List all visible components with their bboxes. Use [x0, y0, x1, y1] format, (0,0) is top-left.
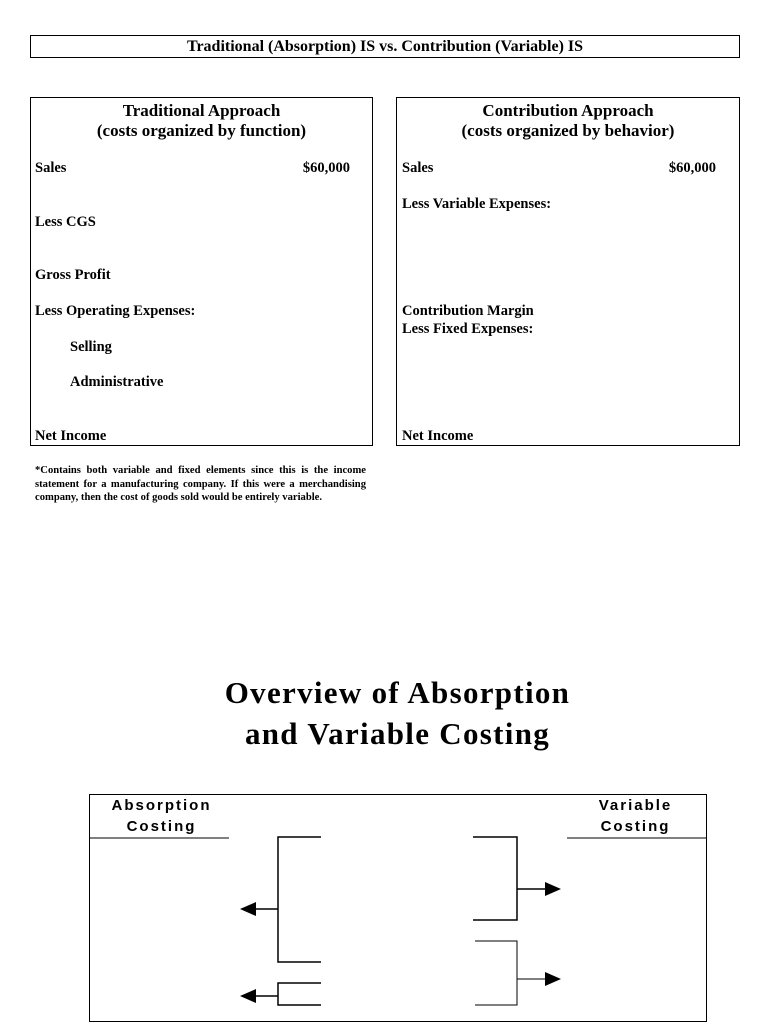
contribution-sales-label: Sales	[402, 160, 434, 176]
traditional-approach-panel	[30, 97, 373, 446]
contribution-net-income: Net Income	[402, 428, 474, 444]
traditional-gross-profit: Gross Profit	[35, 267, 111, 283]
contribution-margin: Contribution Margin	[402, 303, 534, 319]
overview-title-line2: and Variable Costing	[244, 716, 551, 751]
overview-title-line1: Overview of Absorption	[224, 675, 571, 710]
contribution-less-fixed-expenses: Less Fixed Expenses:	[402, 321, 534, 337]
absorption-upper-bracket	[278, 837, 321, 962]
variable-upper-arrowhead	[545, 882, 561, 896]
cgs-footnote: *Contains both variable and fixed elements since this is the income statement for a manufacturing company. If this were a merchandising company, then the cost of goods sold would be entirely variable.	[35, 465, 366, 503]
traditional-heading	[31, 101, 372, 141]
costing-diagram	[89, 794, 707, 1022]
traditional-heading-line2: (costs organized by function)	[96, 121, 307, 140]
absorption-lower-arrowhead	[240, 989, 256, 1003]
absorption-lower-bracket	[278, 983, 321, 1005]
traditional-less-operating-expenses: Less Operating Expenses:	[35, 303, 196, 319]
traditional-selling: Selling	[70, 339, 112, 355]
absorption-costing-label: Absorption Costing	[111, 797, 212, 835]
variable-lower-bracket	[475, 941, 517, 1005]
traditional-heading-line1: Traditional Approach	[122, 101, 281, 120]
contribution-heading-line1: Contribution Approach	[482, 101, 654, 120]
statement-comparison-title: Traditional (Absorption) IS vs. Contribution (Variable) IS	[30, 35, 740, 58]
contribution-heading-line2: (costs organized by behavior)	[461, 121, 675, 140]
contribution-sales-value: $60,000	[668, 160, 716, 176]
traditional-sales-label: Sales	[35, 160, 67, 176]
absorption-upper-arrowhead	[240, 902, 256, 916]
traditional-less-cgs: Less CGS	[35, 214, 96, 230]
traditional-sales-value: $60,000	[302, 160, 350, 176]
variable-upper-bracket	[473, 837, 517, 920]
traditional-net-income: Net Income	[35, 428, 107, 444]
diagram-connectors	[90, 795, 706, 1021]
variable-costing-label: Variable Costing	[598, 797, 673, 835]
contribution-heading	[397, 101, 739, 141]
contribution-less-variable-expenses: Less Variable Expenses:	[402, 196, 552, 212]
traditional-administrative: Administrative	[70, 374, 164, 390]
variable-lower-arrowhead	[545, 972, 561, 986]
contribution-approach-panel	[396, 97, 740, 446]
